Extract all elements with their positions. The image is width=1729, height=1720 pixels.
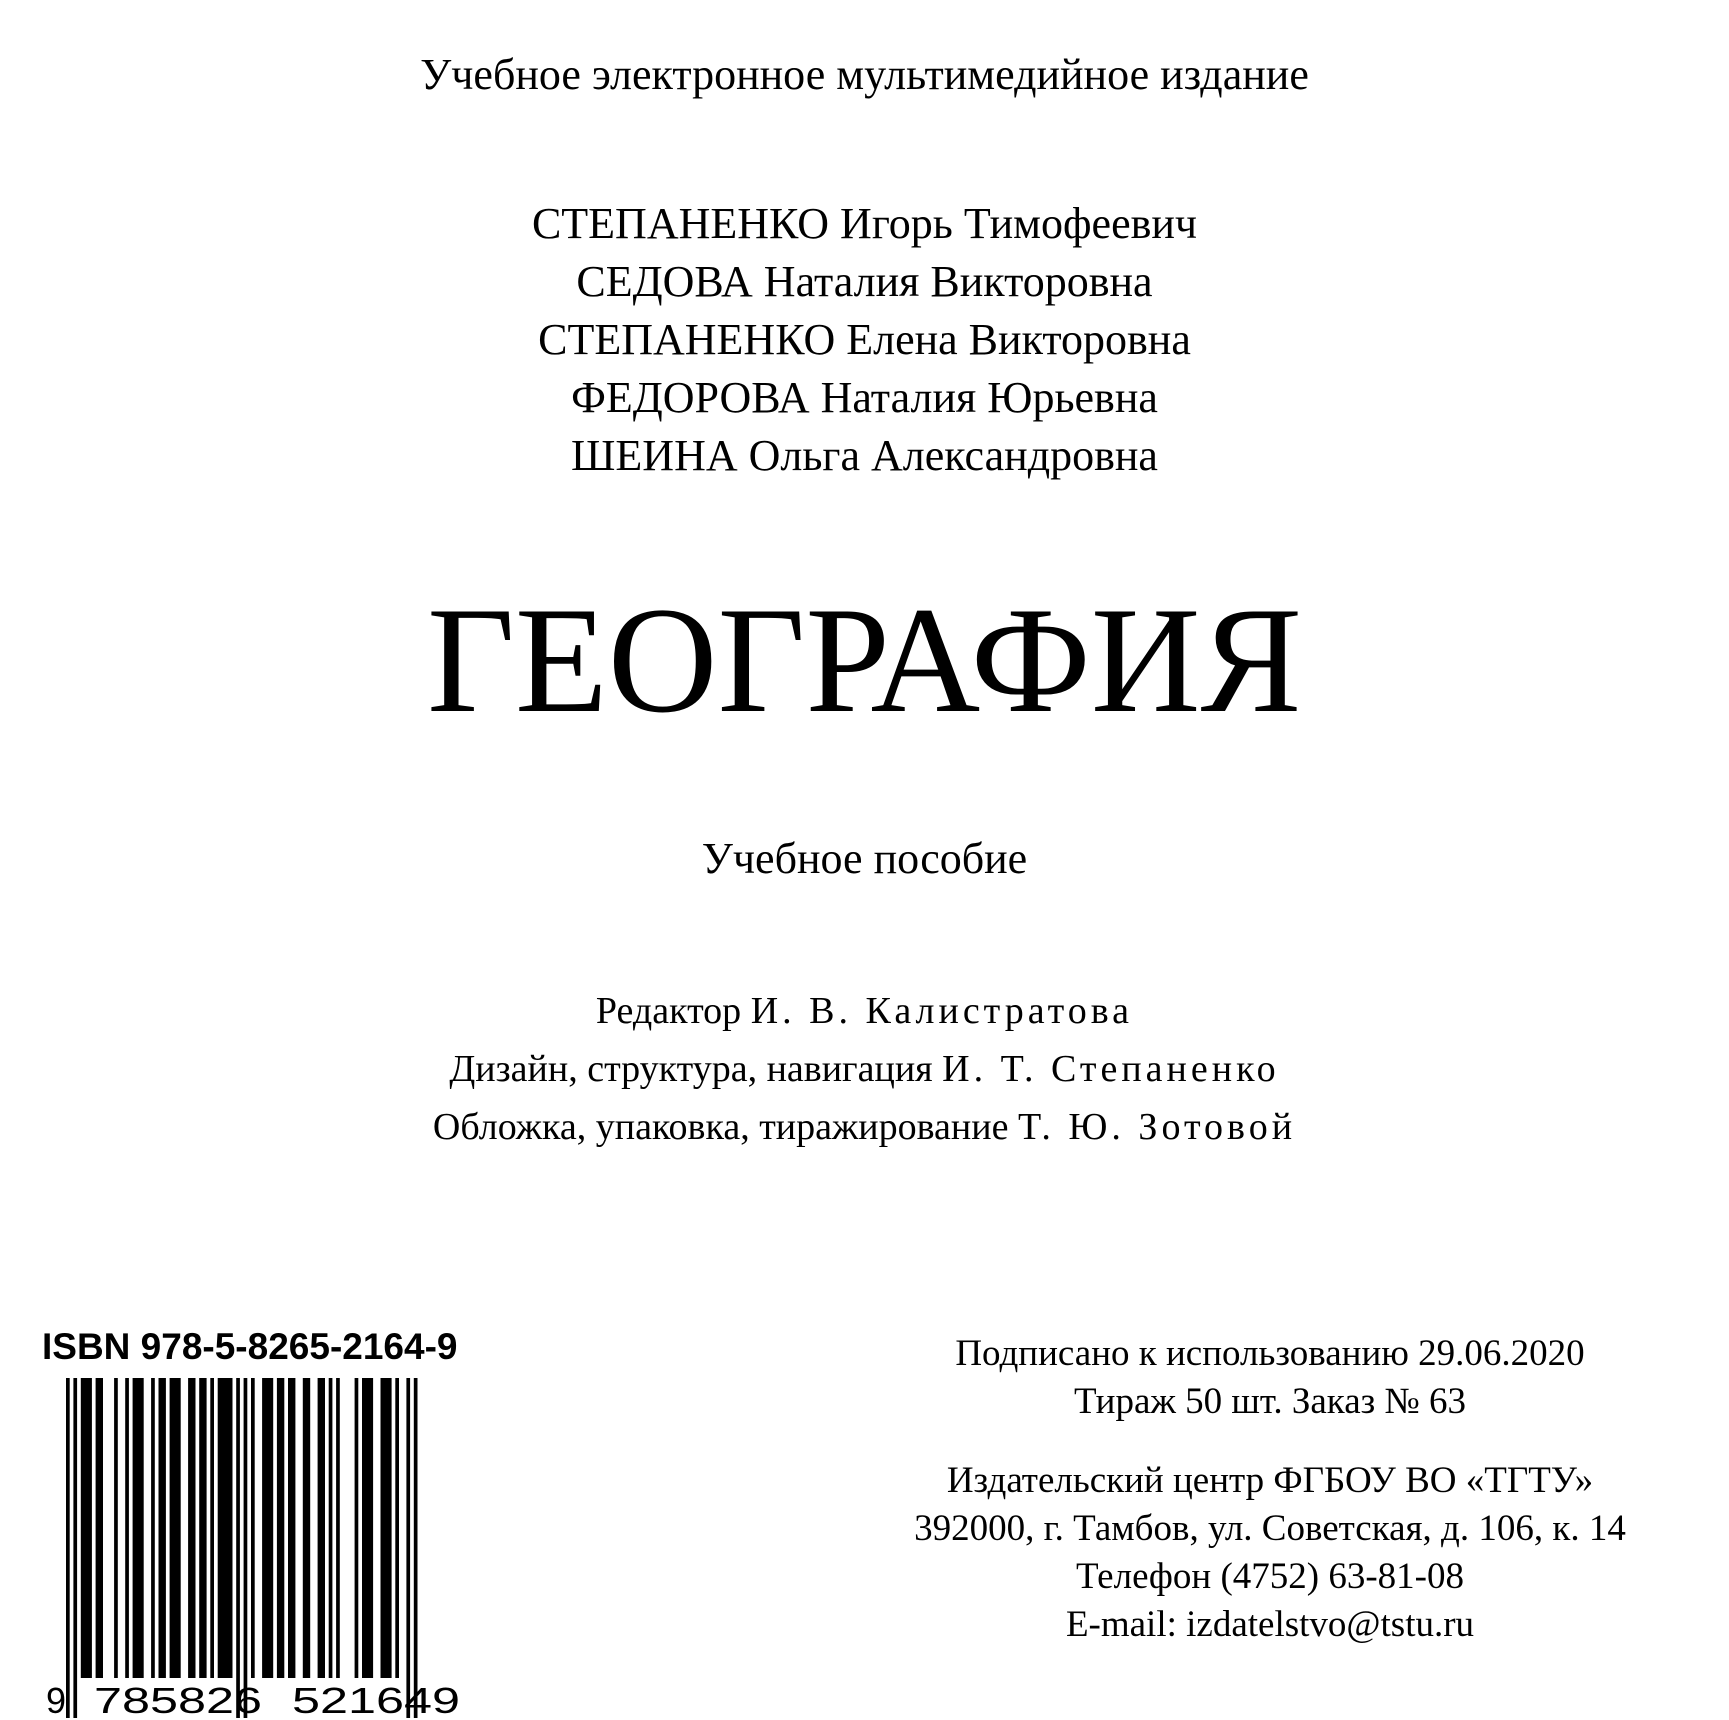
author-name: ШЕИНА Ольга Александровна bbox=[571, 431, 1158, 480]
signed-date: Подписано к использованию 29.06.2020 bbox=[955, 1333, 1585, 1374]
credit-role: Дизайн, структура, навигация bbox=[449, 1048, 943, 1090]
credit-role: Редактор bbox=[595, 990, 751, 1032]
barcode-bars bbox=[66, 1378, 418, 1718]
edition-type: Учебное электронное мультимедийное издание bbox=[420, 50, 1309, 99]
barcode-bar bbox=[151, 1378, 155, 1678]
credits-block bbox=[0, 982, 1729, 1156]
barcode-bar bbox=[362, 1378, 373, 1678]
book-title: ГЕОГРАФИЯ bbox=[427, 576, 1302, 744]
author-name: СЕДОВА Наталия Викторовна bbox=[576, 257, 1153, 306]
barcode-bar bbox=[81, 1378, 92, 1678]
credit-line bbox=[0, 1040, 1729, 1098]
signed-block bbox=[850, 1330, 1690, 1426]
barcode-bar bbox=[170, 1378, 181, 1678]
authors-list bbox=[0, 195, 1729, 485]
barcode-bar bbox=[381, 1378, 392, 1678]
barcode-guard-bar bbox=[406, 1378, 410, 1718]
barcode-bar bbox=[218, 1378, 233, 1678]
barcode-bar bbox=[133, 1378, 144, 1678]
barcode-guard-bar bbox=[244, 1378, 248, 1718]
credit-line bbox=[0, 1098, 1729, 1156]
barcode-guard-bar bbox=[73, 1378, 77, 1718]
barcode-bar bbox=[199, 1378, 206, 1678]
barcode-bar bbox=[262, 1378, 273, 1678]
barcode-bar bbox=[395, 1378, 399, 1678]
barcode-bar bbox=[318, 1378, 325, 1678]
print-run: Тираж 50 шт. Заказ № 63 bbox=[1073, 1381, 1467, 1422]
barcode-bar bbox=[96, 1378, 103, 1678]
barcode-first-digit: 9 bbox=[46, 1680, 67, 1720]
barcode-bar bbox=[251, 1378, 255, 1678]
barcode-bar bbox=[159, 1378, 166, 1678]
barcode-bar bbox=[288, 1378, 295, 1678]
credit-person: Т. Ю. Зотовой bbox=[1017, 1106, 1297, 1148]
barcode-bar bbox=[329, 1378, 333, 1678]
credit-person: И. В. Калистратова bbox=[750, 990, 1134, 1032]
barcode-bar bbox=[125, 1378, 129, 1678]
book-subtitle: Учебное пособие bbox=[701, 834, 1028, 883]
credit-role: Обложка, упаковка, тиражирование bbox=[432, 1106, 1018, 1148]
publisher-address: 392000, г. Тамбов, ул. Советская, д. 106, к. 14 bbox=[914, 1508, 1626, 1549]
barcode-bar bbox=[336, 1378, 340, 1678]
barcode-bar bbox=[303, 1378, 310, 1678]
isbn-barcode bbox=[46, 1378, 506, 1720]
credit-line bbox=[0, 982, 1729, 1040]
barcode-bar bbox=[210, 1378, 214, 1678]
barcode-right-digits: 521649 bbox=[292, 1680, 460, 1720]
isbn-label: ISBN 978-5-8265-2164-9 bbox=[42, 1326, 458, 1367]
publisher-block bbox=[850, 1457, 1690, 1649]
barcode-guard-bar bbox=[236, 1378, 240, 1718]
barcode-bar bbox=[188, 1378, 195, 1678]
barcode-bar bbox=[277, 1378, 284, 1678]
barcode-bar bbox=[355, 1378, 359, 1678]
publisher-phone: Телефон (4752) 63-81-08 bbox=[1075, 1556, 1464, 1597]
author-name: ФЕДОРОВА Наталия Юрьевна bbox=[571, 373, 1158, 422]
credit-person: И. Т. Степаненко bbox=[942, 1048, 1280, 1090]
barcode-guard-bar bbox=[66, 1378, 70, 1718]
barcode-bar bbox=[114, 1378, 118, 1678]
publisher-name: Издательский центр ФГБОУ ВО «ТГТУ» bbox=[946, 1460, 1594, 1501]
publisher-email: E-mail: izdatelstvo@tstu.ru bbox=[1065, 1604, 1475, 1645]
barcode-guard-bar bbox=[414, 1378, 418, 1718]
author-name: СТЕПАНЕНКО Игорь Тимофеевич bbox=[531, 199, 1198, 248]
barcode-left-digits: 785826 bbox=[94, 1680, 262, 1720]
author-name: СТЕПАНЕНКО Елена Викторовна bbox=[538, 315, 1191, 364]
